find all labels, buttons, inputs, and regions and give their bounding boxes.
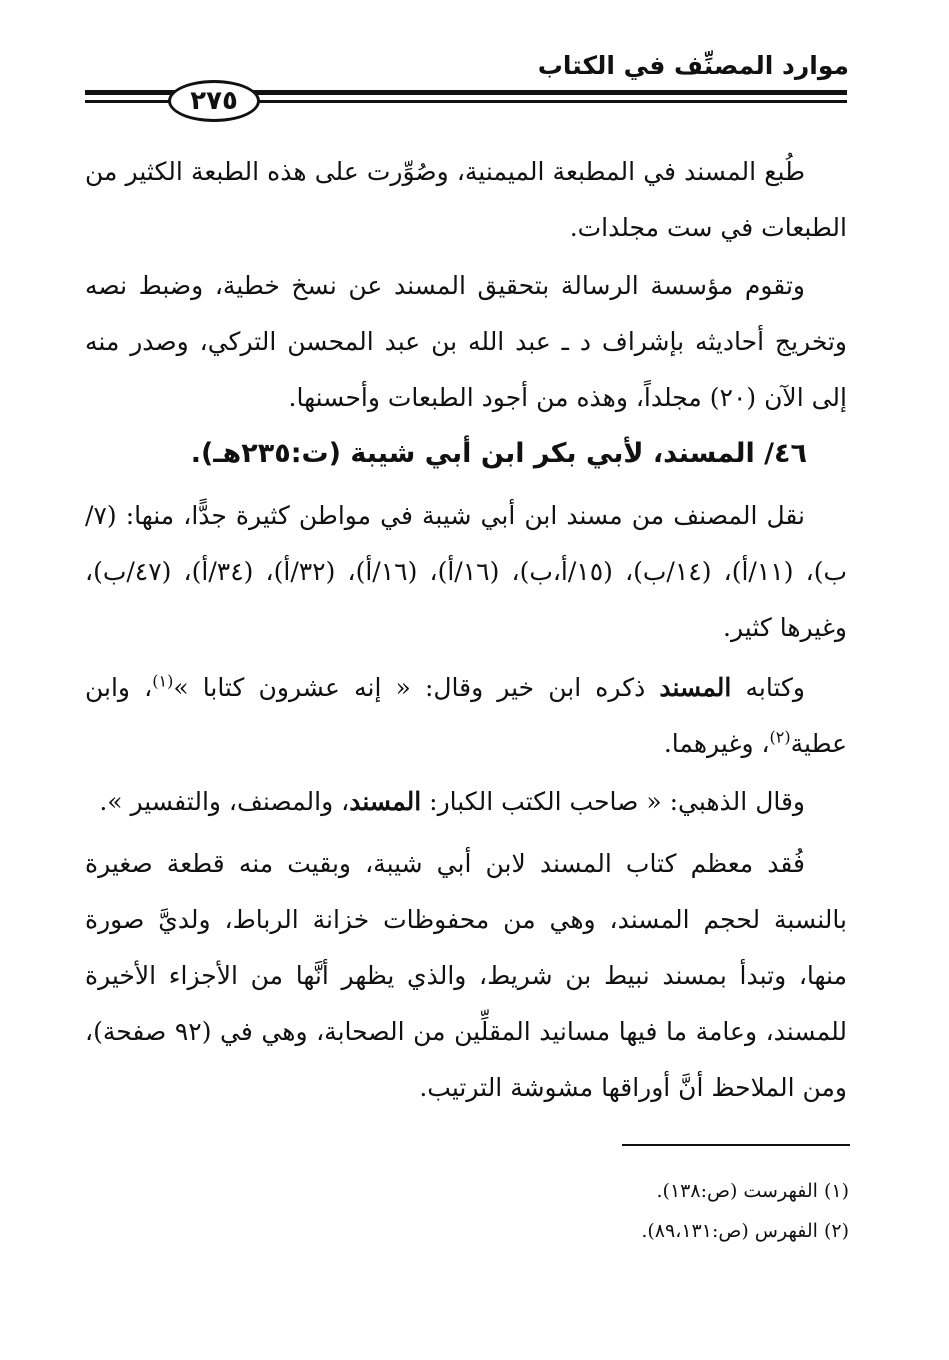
page-number-text: ٢٧٥ (190, 86, 238, 116)
bold-term: المسند (349, 787, 422, 816)
running-title: موارد المصنِّف في الكتاب (537, 51, 849, 80)
section-heading: ٤٦/ المسند، لأبي بكر ابن أبي شيبة (ت:٢٣٥هـ). (190, 438, 807, 469)
paragraph-manuscript: فُقد معظم كتاب المسند لابن أبي شيبة، وبقيت منه قطعة صغيرة بالنسبة لحجم المسند، وهي من محفوظات خزانة الرباط، ولديَّ صورة منها، وتبدأ بمسند نبيط بن شريط، والذي يظهر أنَّها من الأجزاء الأخيرة للمسند، وعامة ما فيها مسانيد المقلِّين من الصحابة، وهي في (٩٢ صفحة)، ومن الملاحظ أنَّ أوراقها مشوشة الترتيب. (85, 849, 847, 1102)
footnote-ref-1[interactable]: (١) (152, 671, 174, 691)
paragraph-printing: طُبع المسند في المطبعة الميمنية، وصُوِّرت على هذه الطبعة الكثير من الطبعات في ست مجلدات. (85, 157, 847, 242)
text-run: وقال الذهبي: « صاحب الكتب الكبار: (421, 787, 805, 816)
footnote-separator (622, 1144, 850, 1146)
footnote-1: (١) الفهرست (ص:١٣٨). (656, 1180, 849, 1202)
text-run: ، والمصنف، والتفسير ». (99, 787, 350, 816)
text-run: ، وغيرهما. (663, 729, 770, 758)
paragraph-ibn-khayr (85, 660, 847, 772)
text-run: وكتابه (731, 673, 805, 702)
bold-term: المسند (659, 673, 732, 702)
paragraph-risala-edition: وتقوم مؤسسة الرسالة بتحقيق المسند عن نسخ خطية، وضبط نصه وتخريج أحاديثه بإشراف د ـ عبد الله بن عبد المحسن التركي، وصدر منه إلى الآن (٢٠) مجلداً، وهذه من أجود الطبعات وأحسنها. (85, 271, 847, 412)
text-run: ذكره ابن خير وقال: « إنه عشرون كتابا » (173, 673, 660, 702)
footnote-2: (٢) الفهرس (ص:٨٩،١٣١). (641, 1220, 849, 1242)
text-run: ، وابن عطية (85, 673, 847, 758)
page-number (168, 80, 260, 122)
paragraph-dhahabi (85, 774, 847, 830)
footnote-ref-2[interactable]: (٢) (769, 727, 791, 747)
paragraph-citations: نقل المصنف من مسند ابن أبي شيبة في مواطن كثيرة جدًّا، منها: (٧/ب)، (١١/أ)، (١٤/ب)، (١٥/أ،ب)، (١٦/أ)، (١٦/أ)، (٣٢/أ)، (٣٤/أ)، (٤٧/ب)، وغيرها كثير. (85, 501, 847, 642)
